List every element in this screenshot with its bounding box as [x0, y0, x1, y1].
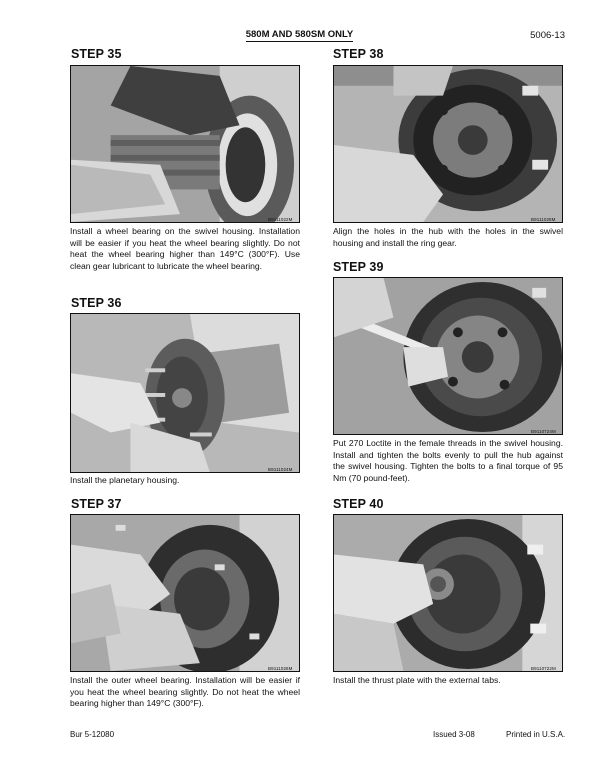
step-35-photo [70, 65, 300, 223]
step-40-figure-code: B9110722M [531, 666, 556, 671]
step-39-figure-code: B9110724M [531, 429, 556, 434]
step-38-figure-code: B9111028M [531, 217, 556, 222]
page-header-title: 580M AND 580SM ONLY [245, 29, 354, 40]
step-40-title: STEP 40 [333, 497, 384, 511]
footer-doc-code: Bur 5-12080 [70, 730, 115, 739]
step-36-figure-code: B9111024M [268, 467, 293, 472]
step-35-figure-code: B9111022M [268, 217, 293, 222]
step-36-title: STEP 36 [71, 296, 122, 310]
step-38-photo [333, 65, 563, 223]
step-37-title: STEP 37 [71, 497, 122, 511]
step-37-photo [70, 514, 300, 672]
step-36-photo [70, 313, 300, 473]
step-39-photo [333, 277, 563, 435]
step-39-title: STEP 39 [333, 260, 384, 274]
step-37-figure-code: B9111026M [268, 666, 293, 671]
step-40-caption: Install the thrust plate with the external tabs. [333, 675, 501, 685]
page-number: 5006-13 [530, 30, 565, 41]
step-40-photo [333, 514, 563, 672]
step-38-title: STEP 38 [333, 47, 384, 61]
footer-issued: Issued 3-08 [433, 730, 475, 739]
footer-printed: Printed in U.S.A. [506, 730, 566, 739]
step-36-caption: Install the planetary housing. [70, 475, 180, 485]
step-38-caption: Align the holes in the hub with the holes in the swivel housing and install the ring gear. [333, 226, 563, 248]
step-35-caption: Install a wheel bearing on the swivel housing. Installation will be easier if you heat the wheel bearing slightly. Do not heat the wheel bearing higher than 149°C (300°F). Use clean gear lubricant to lubricate the wheel bearing. [70, 226, 300, 271]
step-39-caption: Put 270 Loctite in the female threads in the swivel housing. Install and tighten the bolts evenly to pull the hub against the swivel housing. Tighten the bolts to a final torque of 95 Nm (70 pound-feet). [333, 438, 563, 483]
step-35-title: STEP 35 [71, 47, 122, 61]
step-37-caption: Install the outer wheel bearing. Installation will be easier if you heat the wheel bearing slightly. Do not heat the wheel bearing higher than 149°C (300°F). [70, 675, 300, 709]
